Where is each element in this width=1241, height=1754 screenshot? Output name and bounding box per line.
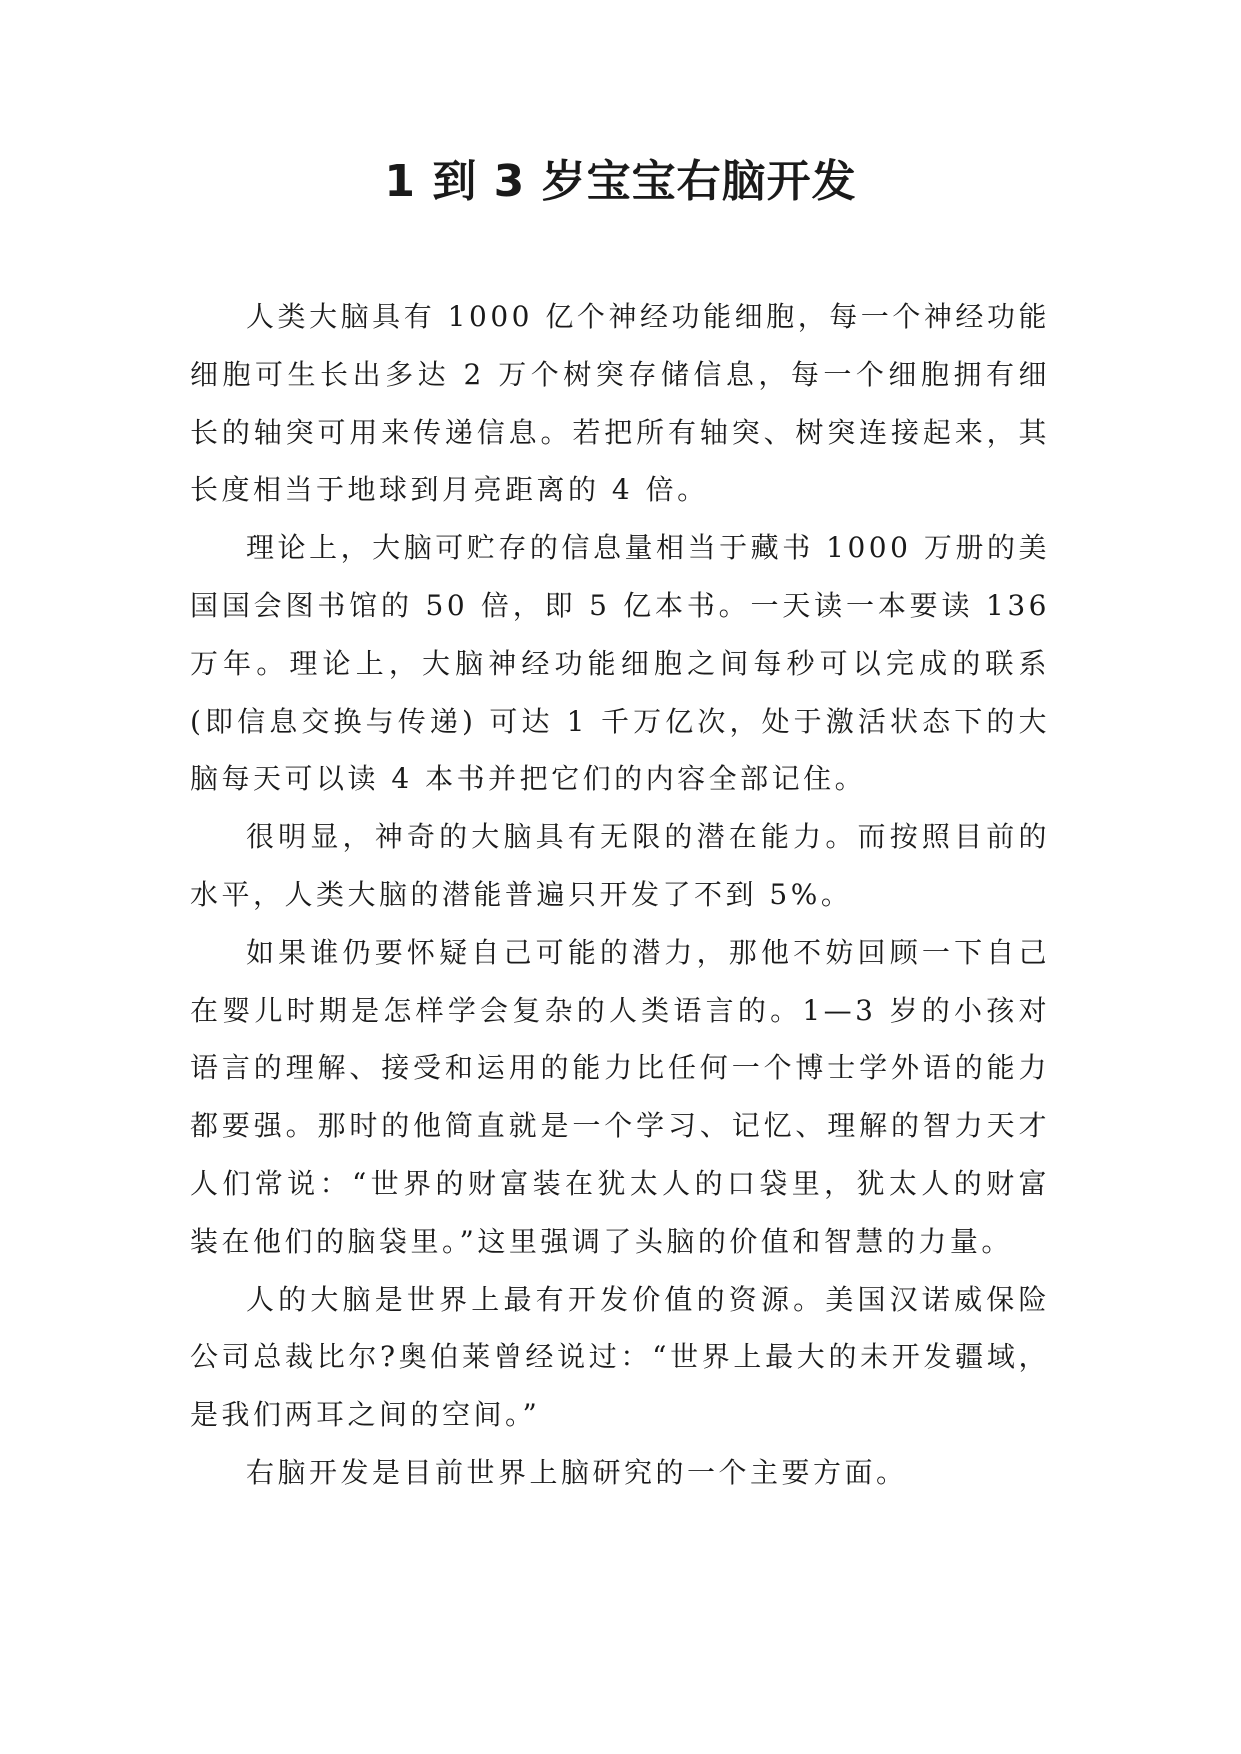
- paragraph-3: 很明显，神奇的大脑具有无限的潜在能力。而按照目前的水平，人类大脑的潜能普遍只开发了不到 5%。: [190, 820, 1050, 911]
- document-body: [190, 288, 1050, 1502]
- paragraph-4: 如果谁仍要怀疑自己可能的潜力，那他不妨回顾一下自己在婴儿时期是怎样学会复杂的人类语言的。1—3 岁的小孩对语言的理解、接受和运用的能力比任何一个博士学外语的能力都要强。那时的他简直就是一个学习、记忆、理解的智力天才人们常说：“世界的财富装在犹太人的口袋里，犹太人的财富装在他们的脑袋里。”这里强调了头脑的价值和智慧的力量。: [190, 935, 1050, 1258]
- paragraph-5: 人的大脑是世界上最有开发价值的资源。美国汉诺威保险公司总裁比尔?奥伯莱曾经说过：“世界上最大的未开发疆域，是我们两耳之间的空间。”: [190, 1282, 1050, 1432]
- paragraph-6: 右脑开发是目前世界上脑研究的一个主要方面。: [246, 1455, 908, 1489]
- paragraph-2: 理论上，大脑可贮存的信息量相当于藏书 1000 万册的美国国会图书馆的 50 倍，即 5 亿本书。一天读一本要读 136 万年。理论上，大脑神经功能细胞之间每秒可以完成的联系(即信息交换与传递) 可达 1 千万亿次，处于激活状态下的大脑每天可以读 4 本书并把它们的内容全部记住。: [190, 531, 1050, 796]
- document-title: 1 到 3 岁宝宝右脑开发: [384, 156, 857, 207]
- paragraph-1: 人类大脑具有 1000 亿个神经功能细胞，每一个神经功能细胞可生长出多达 2 万个树突存储信息，每一个细胞拥有细长的轴突可用来传递信息。若把所有轴突、树突连接起来，其长度相当于地球到月亮距离的 4 倍。: [190, 300, 1050, 507]
